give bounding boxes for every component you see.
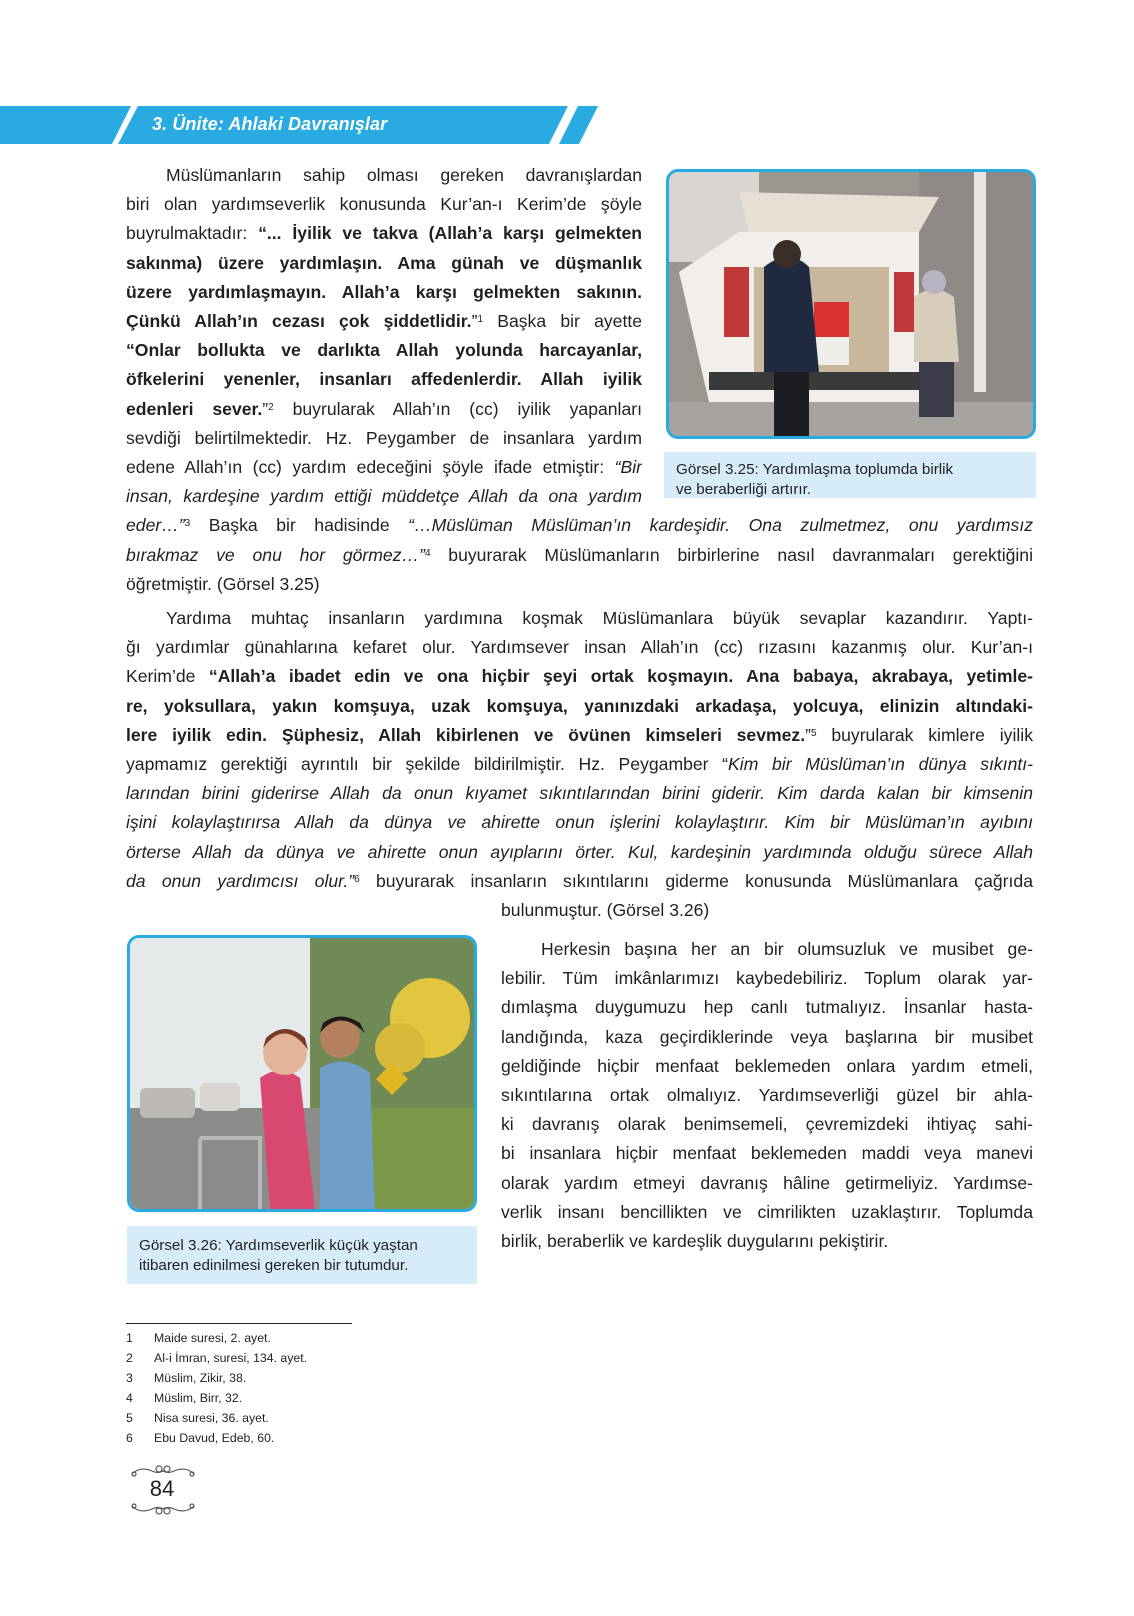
text-line: [501, 964, 1033, 993]
text-line: [126, 219, 642, 248]
text-line: [126, 365, 642, 394]
footnote-ref: 3: [184, 518, 191, 530]
footnote-item: [126, 1408, 269, 1428]
text-run: buyrularak kimlere iyilik: [816, 724, 1033, 745]
text-run: üzere yardımlaşmayın. Allah’a karşı gelmekten sakının.: [126, 281, 642, 302]
text-run: öfkelerini yenenler, insanları affedenlerdir. Allah iyilik: [126, 369, 642, 390]
text-run: Başka bir hadisinde: [190, 515, 409, 536]
footnote-text: Al-i İmran, suresi, 134. ayet.: [154, 1351, 308, 1365]
footnote-ref: 5: [810, 727, 817, 739]
text-run: öğretmiştir. (Görsel 3.25): [126, 573, 320, 594]
page-number: 84: [149, 1476, 175, 1501]
text-line: [126, 692, 1033, 721]
text-run: Herkesin başına her an bir olumsuzluk ve musibet ge-: [541, 939, 1033, 959]
text-line: [126, 395, 642, 424]
text-run: da onun yardımcısı olur.”: [126, 870, 355, 891]
footnote-item: [126, 1388, 242, 1408]
text-line: [501, 1081, 1033, 1110]
text-run: sevdiği belirtilmektedir. Hz. Peygamber de insanlara yardım: [126, 427, 642, 448]
text-run: buyurarak insanların sıkıntılarını giderme konusunda Müslümanlara çağrıda: [359, 870, 1033, 891]
text-run: buyurarak Müslümanların birbirlerine nasıl davranmaları gerektiğini: [430, 544, 1033, 565]
text-line: [501, 1139, 1033, 1168]
text-line: [126, 482, 642, 511]
text-run: örterse Allah da dünya ve ahirette onun ayıplarını örter. Kul, kardeşinin yardımında olduğu sürece Allah: [126, 841, 1033, 862]
text-run: Kerim’de: [126, 666, 209, 687]
text-run: sakınma) üzere yardımlaşın. Ama günah ve düşmanlık: [126, 252, 642, 273]
footnote-number: 1: [126, 1331, 133, 1345]
text-line: [126, 424, 642, 453]
text-run: biri olan yardımseverlik konusunda Kur’an-ı Kerim’de şöyle: [126, 194, 642, 215]
text-line: [126, 750, 1033, 779]
text-run: yapmamız gerektiği ayrıntılı bir şekilde bildirilmiştir. Hz. Peygamber “: [126, 754, 729, 774]
text-line: [501, 896, 1033, 925]
text-run: bi insanlara hiçbir menfaat beklemeden maddi veya manevi: [501, 1143, 1033, 1164]
text-line: [166, 161, 642, 190]
text-run: verlik insanı bencillikten ve cimrilikten uzaklaştırır. Toplumda: [501, 1201, 1033, 1222]
text-run: ”: [471, 311, 478, 331]
text-line: [126, 249, 642, 278]
text-run: “Bir: [614, 457, 642, 477]
footnote-number: 4: [126, 1391, 133, 1405]
car-donation-image: [669, 172, 1033, 436]
text-run: Başka bir ayette: [483, 311, 642, 331]
footnote-text: Ebu Davud, Edeb, 60.: [154, 1431, 275, 1445]
footnote-item: [126, 1348, 307, 1368]
text-run: geldiğinde hiçbir menfaat beklemeden onlara yardım etmeli,: [501, 1055, 1033, 1076]
text-run: ğı yardımlar günahlarına kefaret olur. Yardımsever insan Allah’ın (cc) rızasını kazanmış olur. Kur’an-ı: [126, 637, 1033, 658]
text-line: [126, 453, 642, 482]
text-line: [501, 993, 1033, 1022]
text-line: [501, 1052, 1033, 1081]
text-line: [126, 808, 1033, 837]
text-run: larından birini giderirse Allah da onun kıyamet sıkıntılarından birini giderir. Kim darda kalan bir kimsenin: [126, 783, 1033, 804]
footnote-text: Nisa suresi, 36. ayet.: [154, 1411, 269, 1425]
text-run: lere iyilik edin. Şüphesiz, Allah kibirlenen ve övünen kimseleri sevmez.: [126, 724, 806, 745]
text-run: Müslümanların sahip olması gereken davranışlardan: [166, 165, 642, 185]
footnote-ref: 4: [424, 547, 431, 559]
figure-3-26-photo: [127, 935, 477, 1212]
text-line: [126, 190, 642, 219]
footnote-item: [126, 1428, 274, 1448]
footnote-item: [126, 1328, 271, 1348]
text-run: “…Müslüman Müslüman’ın kardeşidir. Ona zulmetmez, onu yardımsız: [408, 515, 1033, 536]
figure-3-25-photo: [666, 169, 1036, 439]
footnote-number: 2: [126, 1351, 133, 1365]
text-run: dımlaşma duygumuzu hep canlı tutmalıyız. İnsanlar hasta-: [501, 997, 1033, 1018]
text-line: [126, 278, 642, 307]
text-run: edene Allah’ın (cc) yardım edeceğini şöyle ifade etmiştir:: [126, 457, 615, 477]
text-line: [126, 662, 1033, 691]
text-run: “Onlar bollukta ve darlıkta Allah yolunda harcayanlar,: [126, 340, 642, 361]
text-run: ”: [805, 724, 811, 745]
figure-3-26-caption: [127, 1226, 477, 1284]
text-run: eder…”: [126, 515, 185, 536]
text-line: [541, 935, 1033, 964]
text-line: [126, 633, 1033, 662]
text-run: işini kolaylaştırırsa Allah da dünya ve ahirette onun işlerini kolaylaştırır. Kim bir Müslüman’ın ayıbını: [126, 812, 1033, 833]
text-run: olarak yardım etmeyi davranış hâline getirmeliyiz. Yardımse-: [501, 1172, 1033, 1193]
footnote-number: 3: [126, 1371, 133, 1385]
text-run: buyrularak Allah’ın (cc) iyilik yapanları: [273, 398, 642, 419]
text-run: “Allah’a ibadet edin ve ona hiçbir şeyi ortak koşmayın. Ana babaya, akrabaya, yetimle-: [208, 666, 1033, 687]
footnote-text: Müslim, Birr, 32.: [154, 1391, 243, 1405]
text-line: [501, 1169, 1033, 1198]
caption-line: ve beraberliği artırır.: [676, 481, 812, 498]
text-run: landığında, kaza geçirdiklerinde veya başlarına bir musibet: [501, 1026, 1033, 1047]
figure-3-25-caption: [664, 452, 1036, 498]
caption-line: Görsel 3.26: Yardımseverlik küçük yaştan: [139, 1237, 418, 1254]
text-line: [501, 1110, 1033, 1139]
unit-title: 3. Ünite: Ahlaki Davranışlar: [152, 114, 388, 134]
text-line: [126, 779, 1033, 808]
caption-line: Görsel 3.25: Yardımlaşma toplumda birlik: [676, 461, 954, 478]
footnote-ref: 1: [477, 314, 483, 325]
text-run: “... İyilik ve takva (Allah’a karşı gelmekten: [258, 223, 642, 244]
text-line: [166, 604, 1033, 633]
text-run: bulunmuştur. (Görsel 3.26): [501, 900, 710, 920]
text-run: Kim bir Müslüman’ın dünya sıkıntı-: [728, 754, 1033, 774]
footnote-number: 5: [126, 1411, 133, 1425]
text-line: [126, 838, 1033, 867]
text-line: [126, 541, 1033, 570]
text-run: bırakmaz ve onu hor görmez…”: [126, 544, 425, 565]
footnote-text: Müslim, Zikir, 38.: [154, 1371, 247, 1385]
footnote-divider: [126, 1323, 352, 1324]
text-run: sıkıntılarına ortak olmalıyız. Yardımseverliği güzel bir ahla-: [501, 1085, 1033, 1105]
unit-header-band: [0, 106, 610, 144]
text-line: [126, 511, 1033, 540]
text-line: [501, 1227, 1033, 1256]
text-line: [501, 1198, 1033, 1227]
elderly-help-image: [130, 938, 474, 1209]
text-line: [126, 307, 642, 336]
text-line: [126, 336, 642, 365]
text-line: [501, 1023, 1033, 1052]
text-line: [126, 570, 1033, 599]
text-run: ”: [262, 398, 269, 419]
text-run: Yardıma muhtaç insanların yardımına koşmak Müslümanlara büyük sevaplar kazandırır. Yaptı-: [166, 608, 1033, 628]
text-line: [126, 867, 1033, 896]
page-number-block: [128, 1462, 198, 1522]
text-run: ki davranış olarak benimsemeli, çevremizdeki ihtiyaç sahi-: [501, 1114, 1033, 1135]
footnote-item: [126, 1368, 246, 1388]
text-run: re, yoksullara, yakın komşuya, uzak komşuya, yanınızdaki arkadaşa, yolcuya, elinizin altındaki-: [126, 695, 1033, 716]
text-run: birlik, beraberlik ve kardeşlik duygularını pekiştirir.: [501, 1231, 889, 1251]
text-run: buyrulmaktadır:: [126, 223, 259, 244]
footnote-ref: 2: [268, 401, 274, 413]
text-run: Çünkü Allah’ın cezası çok şiddetlidir.: [126, 311, 472, 331]
text-run: lebilir. Tüm imkânlarımızı kaybedebiliriz. Toplum olarak yar-: [501, 968, 1033, 989]
footnote-number: 6: [126, 1431, 133, 1445]
text-run: insan, kardeşine yardım ettiği müddetçe Allah da ona yardım: [126, 486, 642, 507]
text-line: [126, 721, 1033, 750]
footnote-text: Maide suresi, 2. ayet.: [154, 1331, 271, 1345]
footnote-ref: 6: [354, 873, 360, 885]
caption-line: itibaren edinilmesi gereken bir tutumdur.: [139, 1257, 409, 1274]
text-run: edenleri sever.: [126, 398, 263, 419]
